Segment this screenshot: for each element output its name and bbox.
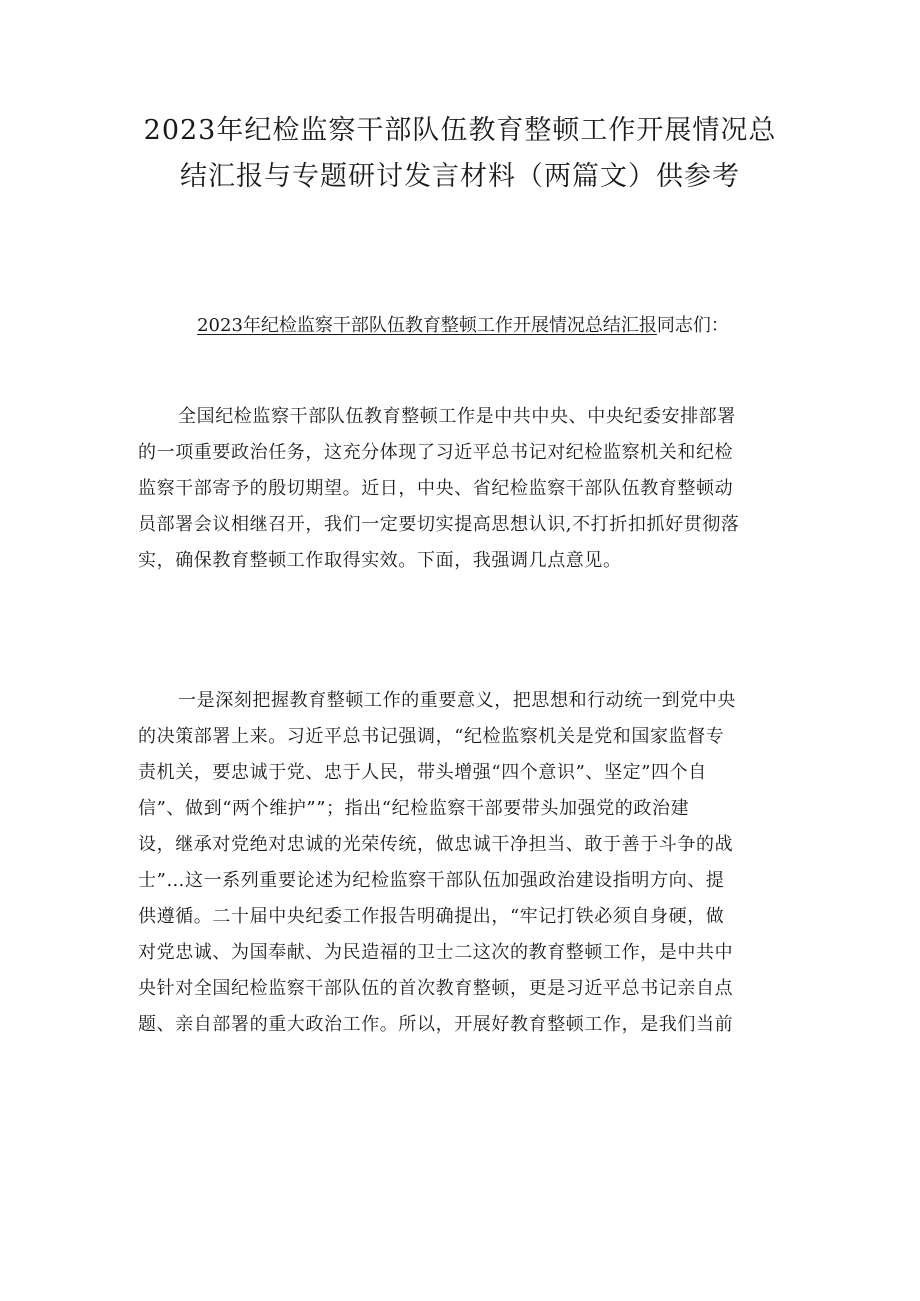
title-line: 结汇报与专题研讨发言材料（两篇文）供参考 [180,161,740,192]
paragraph-line: 设，继承对党绝对忠诚的光荣传统，做忠诚干净担当、敢于善于斗争的战 [138,834,734,855]
section-heading [138,311,788,341]
paragraph-line: 一是深刻把握教育整顿工作的重要意义，把思想和行动统一到党中央 [178,690,736,711]
paragraph-line: 责机关，要忠诚于党、忠于人民，带头增强“四个意识”、坚定”四个自 [138,762,707,783]
body-paragraph-intro [138,399,788,579]
body-paragraph-point-one [138,683,788,1043]
document-title [120,108,800,200]
paragraph-line: 题、亲自部署的重大政治工作。所以，开展好教育整顿工作，是我们当前 [138,1014,734,1035]
paragraph-line: 实，确保教育整顿工作取得实效。下面，我强调几点意见。 [138,550,622,571]
paragraph-line: 供遵循。二十届中央纪委工作报告明确提出，“牢记打铁必须自身硬，做 [138,906,725,927]
paragraph-line: 信”、做到“两个维护””；指出“纪检监察干部要带头加强党的政治建 [138,798,690,819]
paragraph-line: 全国纪检监察干部队伍教育整顿工作是中共中央、中央纪委安排部署 [178,406,736,427]
paragraph-line: 央针对全国纪检监察干部队伍的首次教育整顿，更是习近平总书记亲自点 [138,978,734,999]
paragraph-line: 士”…这一系列重要论述为纪检监察干部队伍加强政治建设指明方向、提 [138,870,725,891]
paragraph-line: 对党忠诚、为国奉献、为民造福的卫士二这次的教育整顿工作，是中共中 [138,942,734,963]
paragraph-line: 监察干部寄予的殷切期望。近日，中央、省纪检监察干部队伍教育整顿动 [138,478,734,499]
paragraph-line: 员部署会议相继召开，我们一定要切实提高思想认识,不打折扣抓好贯彻落 [138,514,740,535]
paragraph-line: 的一项重要政治任务，这充分体现了习近平总书记对纪检监察机关和纪检 [138,442,734,463]
title-line: 2023年纪检监察干部队伍教育整顿工作开展情况总 [143,115,777,146]
greeting-text: 同志们： [656,315,729,336]
paragraph-line: 的决策部署上来。习近平总书记强调，“纪检监察机关是党和国家监督专 [138,726,725,747]
section-heading-link[interactable]: 2023年纪检监察干部队伍教育整顿工作开展情况总结汇报 [197,315,657,336]
